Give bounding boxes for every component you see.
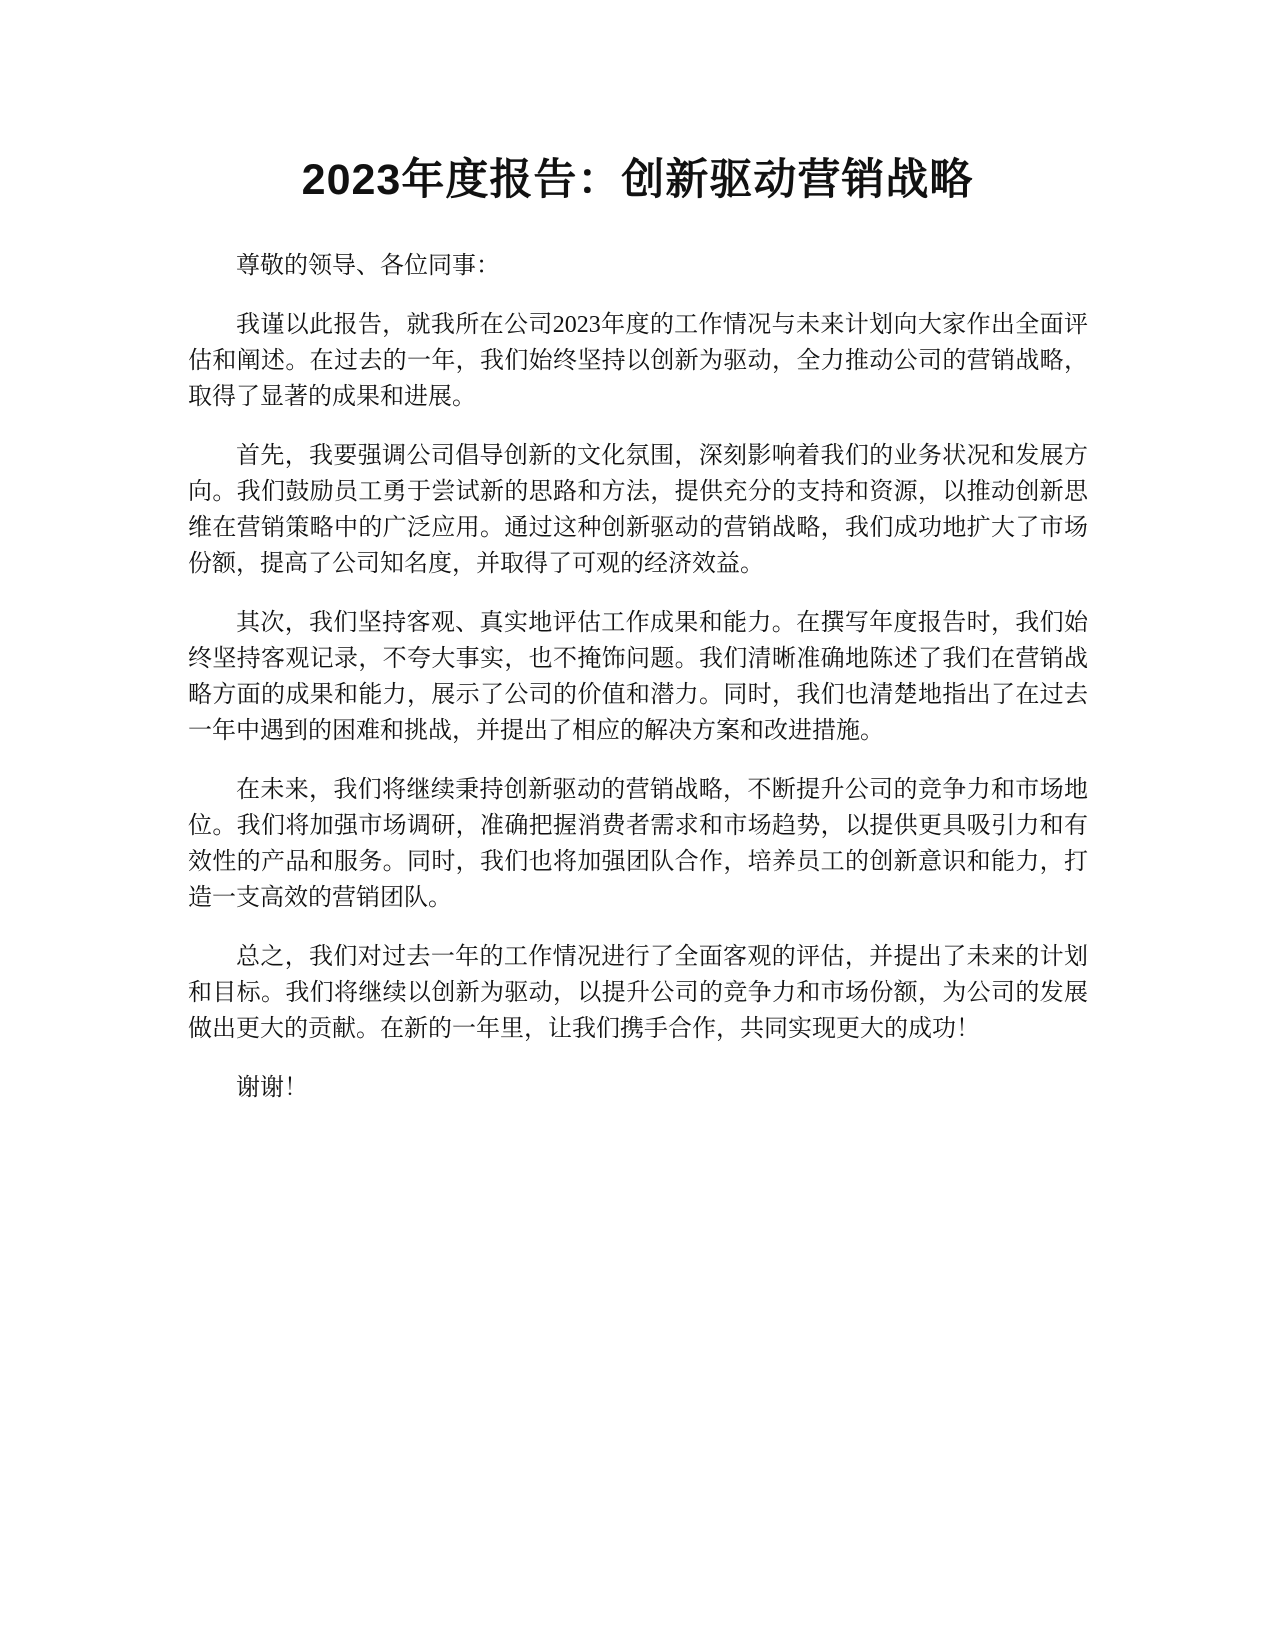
paragraph-future: 在未来，我们将继续秉持创新驱动的营销战略，不断提升公司的竞争力和市场地位。我们将加强市场调研，准确把握消费者需求和市场趋势，以提供更具吸引力和有效性的产品和服务。同时，我们也将加强团队合作，培养员工的创新意识和能力，打造一支高效的营销团队。 xyxy=(188,777,1088,911)
paragraph-culture: 首先，我要强调公司倡导创新的文化氛围，深刻影响着我们的业务状况和发展方向。我们鼓励员工勇于尝试新的思路和方法，提供充分的支持和资源，以推动创新思维在营销策略中的广泛应用。通过这种创新驱动的营销战略，我们成功地扩大了市场份额，提高了公司知名度，并取得了可观的经济效益。 xyxy=(188,443,1088,577)
paragraph-evaluation: 其次，我们坚持客观、真实地评估工作成果和能力。在撰写年度报告时，我们始终坚持客观记录，不夸大事实，也不掩饰问题。我们清晰准确地陈述了我们在营销战略方面的成果和能力，展示了公司的价值和潜力。同时，我们也清楚地指出了在过去一年中遇到的困难和挑战，并提出了相应的解决方案和改进措施。 xyxy=(188,610,1088,744)
closing: 谢谢！ xyxy=(236,1075,308,1101)
document-body xyxy=(188,248,1088,1129)
salutation: 尊敬的领导、各位同事： xyxy=(236,253,500,279)
paragraph-intro: 我谨以此报告，就我所在公司2023年度的工作情况与未来计划向大家作出全面评估和阐述。在过去的一年，我们始终坚持以创新为驱动，全力推动公司的营销战略，取得了显著的成果和进展。 xyxy=(188,312,1088,410)
document-title: 2023年度报告：创新驱动营销战略 xyxy=(301,156,974,204)
paragraph-summary: 总之，我们对过去一年的工作情况进行了全面客观的评估，并提出了未来的计划和目标。我们将继续以创新为驱动，以提升公司的竞争力和市场份额，为公司的发展做出更大的贡献。在新的一年里，让我们携手合作，共同实现更大的成功！ xyxy=(188,944,1088,1042)
